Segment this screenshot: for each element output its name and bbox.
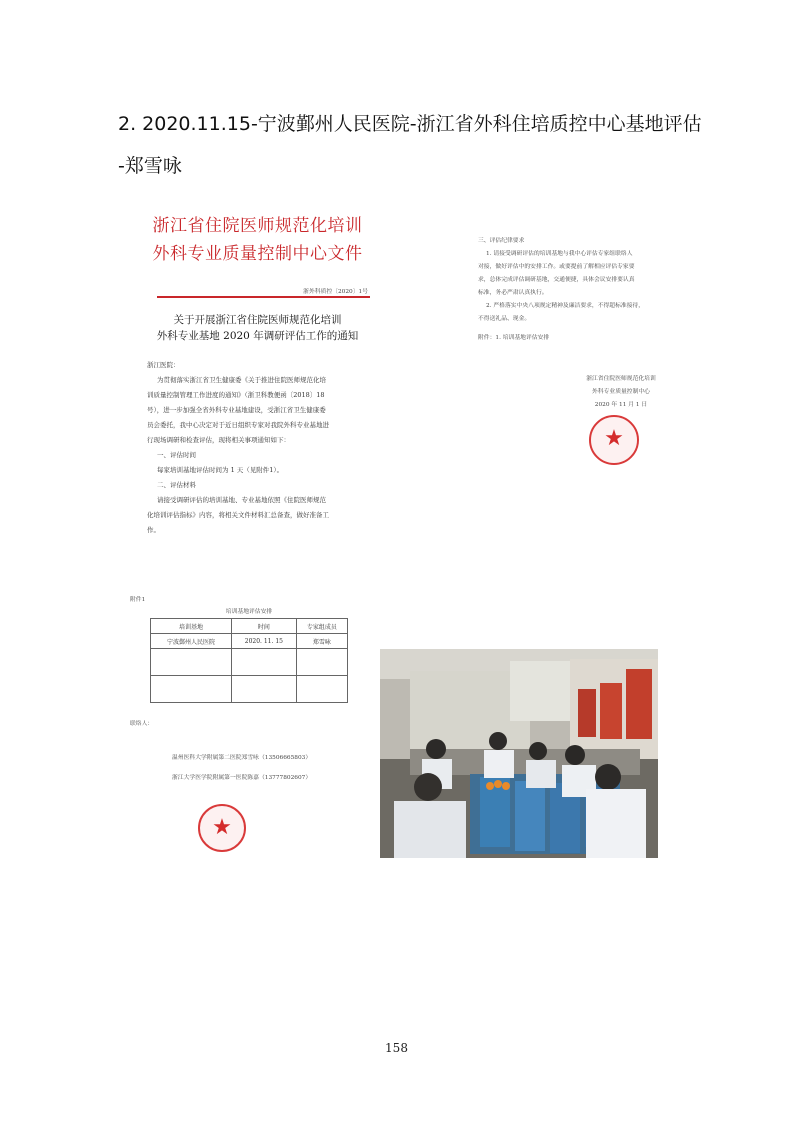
official-seal-icon <box>589 415 639 465</box>
notice-title-line-2: 外科专业基地 2020 年调研评估工作的通知 <box>156 330 359 342</box>
notice-title-line-1: 关于开展浙江省住院医师规范化培训 <box>173 314 342 326</box>
paragraph-1-line-5: 行现场调研和检查评估，现将相关事项通知如下： <box>147 436 290 444</box>
section-2-line-2: 化培训评估指标》内容，将相关文件材料汇总备查，做好准备工 <box>147 511 329 519</box>
page-heading <box>118 103 738 187</box>
section-1-text: 每家培训基地评估时间为 1 天（见附件1）。 <box>157 466 284 474</box>
contact-1: 温州医科大学附属第二医院郑雪咏（13506665803） <box>172 755 312 761</box>
section-1-heading: 一、评估时间 <box>157 451 196 459</box>
attachment-document-page <box>130 588 360 850</box>
item-1-line-2: 对接，做好评估中的安排工作。或要提前了解相应评估专家要 <box>478 264 635 270</box>
paragraph-1-line-4: 员会委托，我中心决定对于近日组织专家对我院外科专业基地进 <box>147 421 329 429</box>
attachment-label: 附件1 <box>130 597 146 603</box>
table-row-empty <box>151 649 348 676</box>
attachment-note: 附件：1. 培训基地评估安排 <box>478 335 550 341</box>
meeting-photo-illustration <box>380 649 658 858</box>
item-2-line-1: 2. 严格落实中央八项规定精神及廉洁要求，不得超标准接待， <box>486 303 645 309</box>
heading-line-1: 2. 2020.11.15-宁波鄞州人民医院-浙江省外科住培质控中心基地评估 <box>118 113 702 135</box>
table-header-row <box>151 619 348 634</box>
notice-document-page-1 <box>145 212 370 557</box>
table-header-cell: 培训基地 <box>151 619 232 634</box>
table-header-cell: 专家组成员 <box>296 619 347 634</box>
table-cell: 宁波鄞州人民医院 <box>151 634 232 649</box>
arrangement-table <box>150 618 348 703</box>
contact-2: 浙江大学医学院附属第一医院陈嘉（13777802607） <box>172 775 312 781</box>
page-number: 158 <box>385 1041 408 1055</box>
table-title: 培训基地评估安排 <box>225 609 273 615</box>
item-1-line-3: 求，总体完成评估调研基地，交通便捷，具体会议安排要认真 <box>478 277 635 283</box>
document-number: 浙外科质控〔2020〕1号 <box>303 289 368 295</box>
section-2-line-3: 作。 <box>147 526 160 534</box>
table-row-empty <box>151 676 348 703</box>
section-2-line-1: 请接受调研评估的培训基地、专业基地依照《住院医师规范 <box>157 496 326 504</box>
contacts-label: 联络人： <box>130 721 154 727</box>
section-3-heading: 三、评估纪律要求 <box>478 238 525 244</box>
salutation: 浙江医院： <box>147 361 180 369</box>
document-red-rule <box>157 296 370 298</box>
document-header-line-2: 外科专业质量控制中心文件 <box>152 244 363 264</box>
signature-org-line-2: 外科专业质量控制中心 <box>592 389 650 395</box>
seal-star-icon: ★ <box>212 815 232 840</box>
notice-document-page-2 <box>478 235 668 480</box>
paragraph-1-line-3: 号），进一步加强全省外科专业基地建设，受浙江省卫生健康委 <box>147 406 326 414</box>
table-cell: 2020. 11. 15 <box>232 634 297 649</box>
official-seal-icon <box>198 804 246 852</box>
signature-date: 2020 年 11 月 1 日 <box>594 402 648 408</box>
item-2-line-2: 不得送礼品、现金。 <box>478 316 531 322</box>
item-1-line-1: 1. 请接受调研评估的培训基地与我中心评估专家组联络人 <box>486 251 633 257</box>
document-header-line-1: 浙江省住院医师规范化培训 <box>152 216 363 236</box>
item-1-line-4: 标准，务必严肃认真执行。 <box>478 290 548 296</box>
heading-line-2: -郑雪咏 <box>118 155 182 177</box>
section-2-heading: 二、评估材料 <box>157 481 196 489</box>
meeting-photo <box>380 649 658 858</box>
table-header-cell: 时间 <box>232 619 297 634</box>
signature-org-line-1: 浙江省住院医师规范化培训 <box>586 376 656 382</box>
seal-star-icon: ★ <box>604 426 624 451</box>
table-cell: 郑雪咏 <box>296 634 347 649</box>
paragraph-1-line-1: 为贯彻落实浙江省卫生健康委《关于推进住院医师规范化培 <box>157 376 326 384</box>
table-row <box>151 634 348 649</box>
paragraph-1-line-2: 训质量控制管理工作进度的通知》（浙卫科教便函〔2018〕18 <box>147 391 325 399</box>
